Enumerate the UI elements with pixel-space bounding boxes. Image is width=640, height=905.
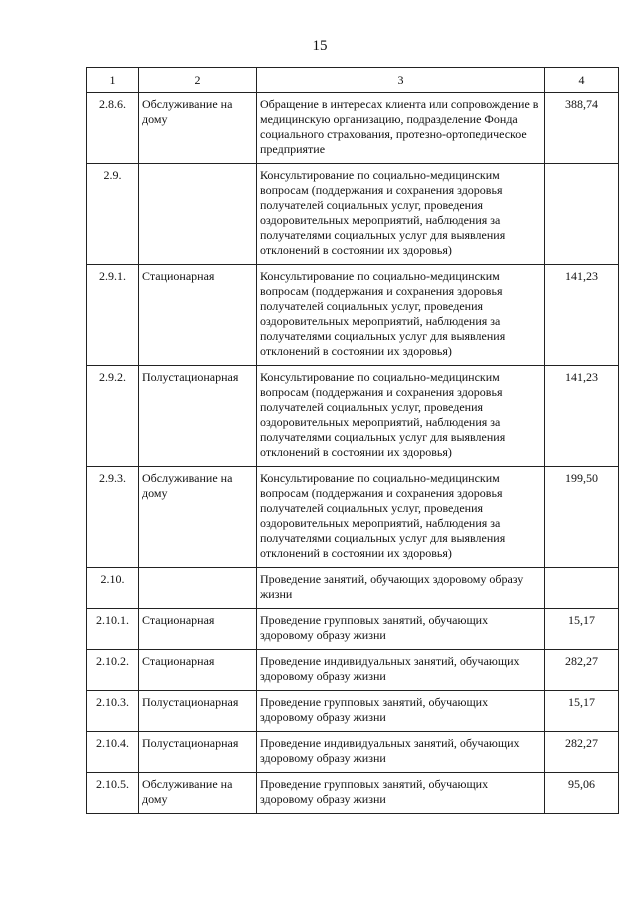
table-row — [87, 568, 619, 609]
row-number: 2.10. — [87, 568, 139, 609]
table-row — [87, 366, 619, 467]
row-form: Стационарная — [139, 265, 257, 366]
row-number: 2.10.1. — [87, 609, 139, 650]
row-number: 2.8.6. — [87, 93, 139, 164]
row-form: Обслуживание на дому — [139, 773, 257, 814]
row-price: 199,50 — [545, 467, 619, 568]
header-cell-number: 1 — [87, 68, 139, 93]
row-number: 2.10.5. — [87, 773, 139, 814]
row-service: Консультирование по социально-медицинским вопросам (поддержания и сохранения здоровья получателей социальных услуг, проведения оздоровительных мероприятий, наблюдения за получателями социальных услуг для выявления отклонений в состоянии их здоровья) — [257, 366, 545, 467]
table-row — [87, 732, 619, 773]
row-service: Консультирование по социально-медицинским вопросам (поддержания и сохранения здоровья получателей социальных услуг, проведения оздоровительных мероприятий, наблюдения за получателями социальных услуг для выявления отклонений в состоянии их здоровья) — [257, 467, 545, 568]
row-number: 2.9.2. — [87, 366, 139, 467]
row-form: Стационарная — [139, 609, 257, 650]
row-number: 2.9. — [87, 164, 139, 265]
row-price: 282,27 — [545, 732, 619, 773]
row-price: 282,27 — [545, 650, 619, 691]
table-row — [87, 164, 619, 265]
row-form: Стационарная — [139, 650, 257, 691]
header-cell-price: 4 — [545, 68, 619, 93]
page-number: 15 — [312, 38, 328, 54]
table-row — [87, 265, 619, 366]
table-row — [87, 691, 619, 732]
row-price: 141,23 — [545, 366, 619, 467]
table-row — [87, 773, 619, 814]
header-cell-form: 2 — [139, 68, 257, 93]
row-form: Полустационарная — [139, 732, 257, 773]
row-service: Проведение занятий, обучающих здоровому образу жизни — [257, 568, 545, 609]
row-form: Полустационарная — [139, 366, 257, 467]
table-row — [87, 609, 619, 650]
table-row — [87, 467, 619, 568]
table-header-row — [87, 68, 619, 93]
row-service: Проведение групповых занятий, обучающих здоровому образу жизни — [257, 773, 545, 814]
row-price — [545, 164, 619, 265]
row-form: Полустационарная — [139, 691, 257, 732]
row-number: 2.10.3. — [87, 691, 139, 732]
table-row — [87, 93, 619, 164]
row-number: 2.10.2. — [87, 650, 139, 691]
row-price: 95,06 — [545, 773, 619, 814]
tariff-table — [86, 67, 619, 814]
row-service: Проведение групповых занятий, обучающих здоровому образу жизни — [257, 609, 545, 650]
row-price: 388,74 — [545, 93, 619, 164]
row-form — [139, 568, 257, 609]
row-service: Проведение индивидуальных занятий, обучающих здоровому образу жизни — [257, 650, 545, 691]
table-body — [87, 93, 619, 814]
row-form: Обслуживание на дому — [139, 93, 257, 164]
row-price: 15,17 — [545, 691, 619, 732]
row-service: Проведение групповых занятий, обучающих здоровому образу жизни — [257, 691, 545, 732]
row-form: Обслуживание на дому — [139, 467, 257, 568]
row-service: Проведение индивидуальных занятий, обучающих здоровому образу жизни — [257, 732, 545, 773]
row-service: Обращение в интересах клиента или сопровождение в медицинскую организацию, подразделение Фонда социального страхования, протезно-ортопедическое предприятие — [257, 93, 545, 164]
row-price: 15,17 — [545, 609, 619, 650]
row-number: 2.9.1. — [87, 265, 139, 366]
row-service: Консультирование по социально-медицинским вопросам (поддержания и сохранения здоровья получателей социальных услуг, проведения оздоровительных мероприятий, наблюдения за получателями социальных услуг для выявления отклонений в состоянии их здоровья) — [257, 164, 545, 265]
row-price: 141,23 — [545, 265, 619, 366]
table-row — [87, 650, 619, 691]
row-number: 2.9.3. — [87, 467, 139, 568]
row-form — [139, 164, 257, 265]
row-number: 2.10.4. — [87, 732, 139, 773]
row-service: Консультирование по социально-медицинским вопросам (поддержания и сохранения здоровья получателей социальных услуг, проведения оздоровительных мероприятий, наблюдения за получателями социальных услуг для выявления отклонений в состоянии их здоровья) — [257, 265, 545, 366]
header-cell-service: 3 — [257, 68, 545, 93]
row-price — [545, 568, 619, 609]
